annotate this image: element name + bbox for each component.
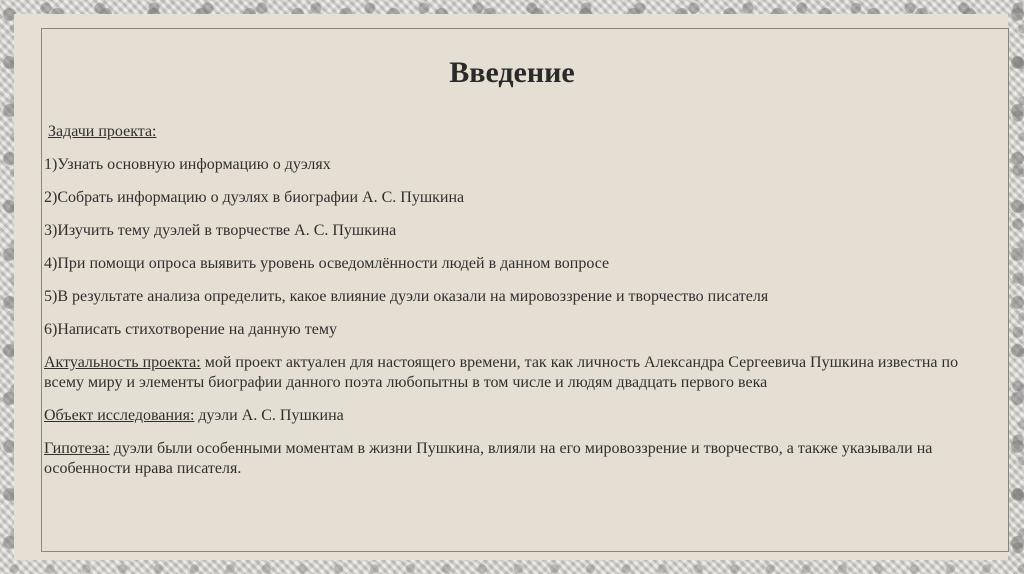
relevance-paragraph — [44, 353, 974, 393]
task-item-2: 2)Собрать информацию о дуэлях в биографии А. С. Пушкина — [44, 189, 465, 206]
object-text: дуэли А. С. Пушкина — [194, 407, 344, 424]
tasks-heading — [48, 122, 974, 142]
slide-content — [44, 122, 974, 492]
task-item-5: 5)В результате анализа определить, какое влияние дуэли оказали на мировоззрение и творчество писателя — [44, 288, 769, 305]
object-label: Объект исследования: — [44, 407, 195, 424]
object-paragraph — [44, 406, 974, 426]
task-item-1: 1)Узнать основную информацию о дуэлях — [44, 156, 331, 173]
task-item-3: 3)Изучить тему дуэлей в творчестве А. С. Пушкина — [44, 222, 397, 239]
slide-title: Введение — [449, 56, 575, 89]
hypothesis-paragraph — [44, 439, 974, 479]
relevance-text: мой проект актуален для настоящего времени, так как личность Александра Сергеевича Пушкина известна по всему миру и элементы биографии данного поэта любопытны в том числе и людям двадцать первого века — [44, 354, 959, 391]
task-item-6: 6)Написать стихотворение на данную тему — [44, 321, 337, 338]
hypothesis-label: Гипотеза: — [44, 440, 110, 457]
hypothesis-text: дуэли были особенными моментам в жизни Пушкина, влияли на его мировоззрение и творчество, а также указывали на особенности нрава писателя. — [44, 440, 933, 477]
relevance-label: Актуальность проекта: — [44, 354, 201, 371]
task-item-4: 4)При помощи опроса выявить уровень осведомлённости людей в данном вопросе — [44, 255, 610, 272]
tasks-heading-label: Задачи проекта: — [48, 123, 157, 140]
